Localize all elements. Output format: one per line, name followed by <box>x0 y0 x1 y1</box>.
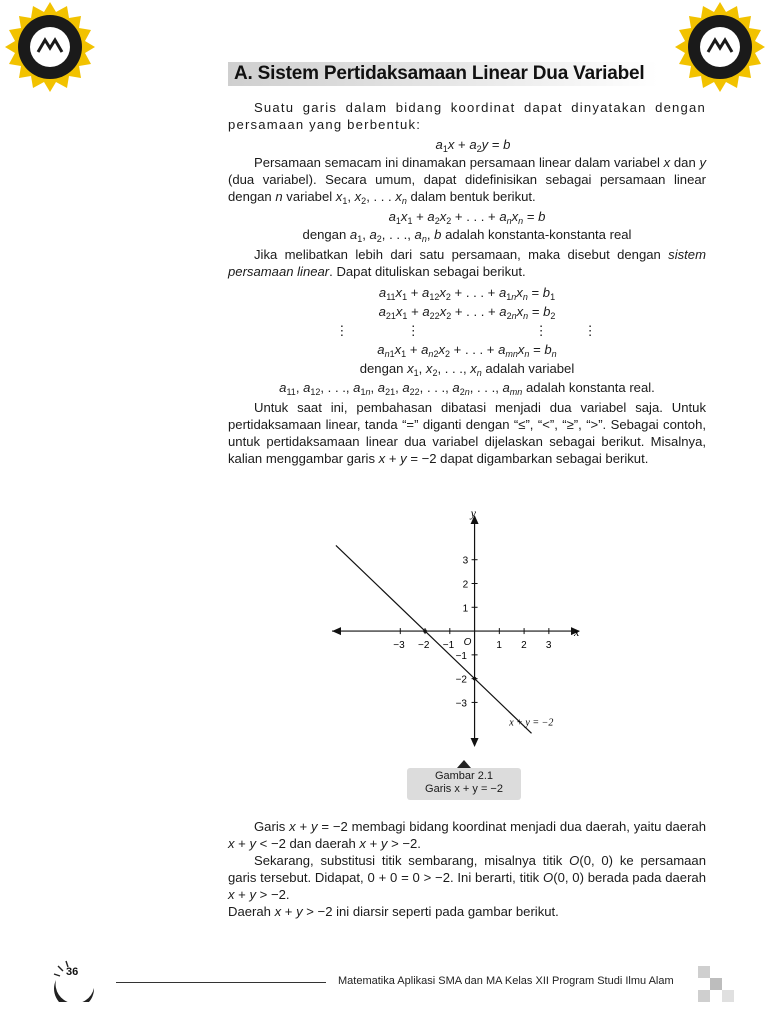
paragraph: Daerah x + y > −2 ini diarsir seperti pada gambar berikut. <box>228 904 559 919</box>
graph-line <box>336 545 532 733</box>
section-heading-bar <box>228 62 658 86</box>
x-axis-left-arrow-icon <box>332 627 341 635</box>
section-heading: A. Sistem Pertidaksamaan Linear Dua Variabel <box>234 63 645 84</box>
footer-divider <box>116 982 326 983</box>
equation-note: $a_{11}$, $a_{12}$, . . ., $a_{1n}$, $a_{21}$, $a_{22}$, . . ., $a_{2n}$, . . ., $a_{mn}$ adalah konstanta real. <box>279 380 655 397</box>
paragraph: Garis x + y = −2 membagi bidang koordinat menjadi dua daerah, yaitu daerah x + y < −2 dan daerah x + y > −2. <box>228 819 706 851</box>
x-tick-label: 1 <box>496 640 502 652</box>
paragraph: Jika melibatkan lebih dari satu persamaan, maka disebut dengan sistem persamaan linear. Dapat dituliskan sebagai berikut. <box>228 247 706 279</box>
equation: $a_{21}x_1 + a_{22}x_2$ + . . . + $a_{2n}x_n = b_2$ <box>378 304 556 321</box>
footer-text: Matematika Aplikasi SMA dan MA Kelas XII Program Studi Ilmu Alam <box>338 975 674 987</box>
y-tick-label: −1 <box>455 650 467 662</box>
y-tick-label: −2 <box>455 674 467 686</box>
body-text-bottom <box>228 818 706 920</box>
coordinate-graph <box>326 505 586 750</box>
page-number: 36 <box>66 966 79 978</box>
caption-title: Gambar 2.1 <box>434 770 494 782</box>
origin-label: O <box>463 637 472 649</box>
x-tick-label: 3 <box>545 640 552 652</box>
x-tick-label: −2 <box>418 640 430 652</box>
pdf-xchange-badge-left[interactable] <box>3 0 97 94</box>
x-axis-label: x <box>574 625 580 640</box>
y-axis-bottom-arrow-icon <box>471 738 479 747</box>
x-tick-label: −1 <box>442 640 455 652</box>
equation: $a_1x_1 + a_2x_2$ + . . . + $a_nx_n = b$ <box>388 209 546 226</box>
y-tick-label: 3 <box>462 555 469 567</box>
y-intercept-point <box>473 677 477 681</box>
corner-squares-icon <box>698 966 738 1002</box>
pdf-xchange-seal-icon <box>3 0 97 94</box>
paragraph: Untuk saat ini, pembahasan dibatasi menjadi dua variabel saja. Untuk pertidaksamaan linear, tanda “=” diganti dengan “≤”, “<”, “≥”, “>”. Sebagai contoh, untuk pertidaksamaan linear dua variabel dijelaskan sebagai berikut. Misalnya, kalian menggambar garis x + y = −2 dapat digambarkan sebagai berikut. <box>228 400 706 466</box>
equation: $a_{n1}x_1 + a_{n2}x_2$ + . . . + $a_{mn}x_n = b_n$ <box>377 342 557 359</box>
page-number-ornament-icon <box>50 958 100 1002</box>
equation: $a_{11}x_1 + a_{12}x_2$ + . . . + $a_{1n}x_n = b_1$ <box>378 285 556 302</box>
pdf-xchange-seal-icon <box>673 0 767 94</box>
equation-note: dengan $a_1$, $a_2$, . . ., $a_n$, b adalah konstanta-konstanta real <box>302 227 632 244</box>
caption-subtitle: Garis x + y = −2 <box>425 783 503 795</box>
y-tick-label: 1 <box>462 603 469 615</box>
paragraph: Suatu garis dalam bidang koordinat dapat dinyatakan dengan persamaan yang berbentuk: <box>228 100 706 132</box>
x-tick-label: −3 <box>393 640 405 652</box>
body-text-top <box>228 99 706 467</box>
figure-caption <box>407 760 521 800</box>
pdf-xchange-badge-right[interactable] <box>673 0 767 94</box>
x-tick-label: 2 <box>521 640 527 652</box>
equation: $a_1x + a_2y = b$ <box>435 137 511 154</box>
graph-canvas <box>326 505 586 750</box>
y-axis-label: y <box>470 506 476 520</box>
y-tick-label: −3 <box>455 698 467 710</box>
line-label: x + y = −2 <box>509 717 554 729</box>
y-tick-label: 2 <box>462 579 469 591</box>
equation-note: dengan $x_1$, $x_2$, . . ., $x_n$ adalah variabel <box>359 361 575 378</box>
caption-pointer-icon <box>457 760 471 768</box>
paragraph: Persamaan semacam ini dinamakan persamaan linear dalam variabel x dan y (dua variabel). Secara umum, dapat didefinisikan sebagai persamaan linear dengan n variabel $x_1$, $x_2$, . . . $x_n$ dalam bentuk berikut. <box>228 155 706 206</box>
caption-box <box>407 768 521 800</box>
x-intercept-point <box>423 629 427 633</box>
paragraph: Sekarang, substitusi titik sembarang, misalnya titik O(0, 0) ke persamaan garis tersebut. Didapat, 0 + 0 = 0 > −2. Ini berarti, titik O(0, 0) berada pada daerah x + y > −2. <box>228 853 706 902</box>
equation-dots: ⋮ ⋮ ⋮ ⋮ <box>335 323 599 338</box>
